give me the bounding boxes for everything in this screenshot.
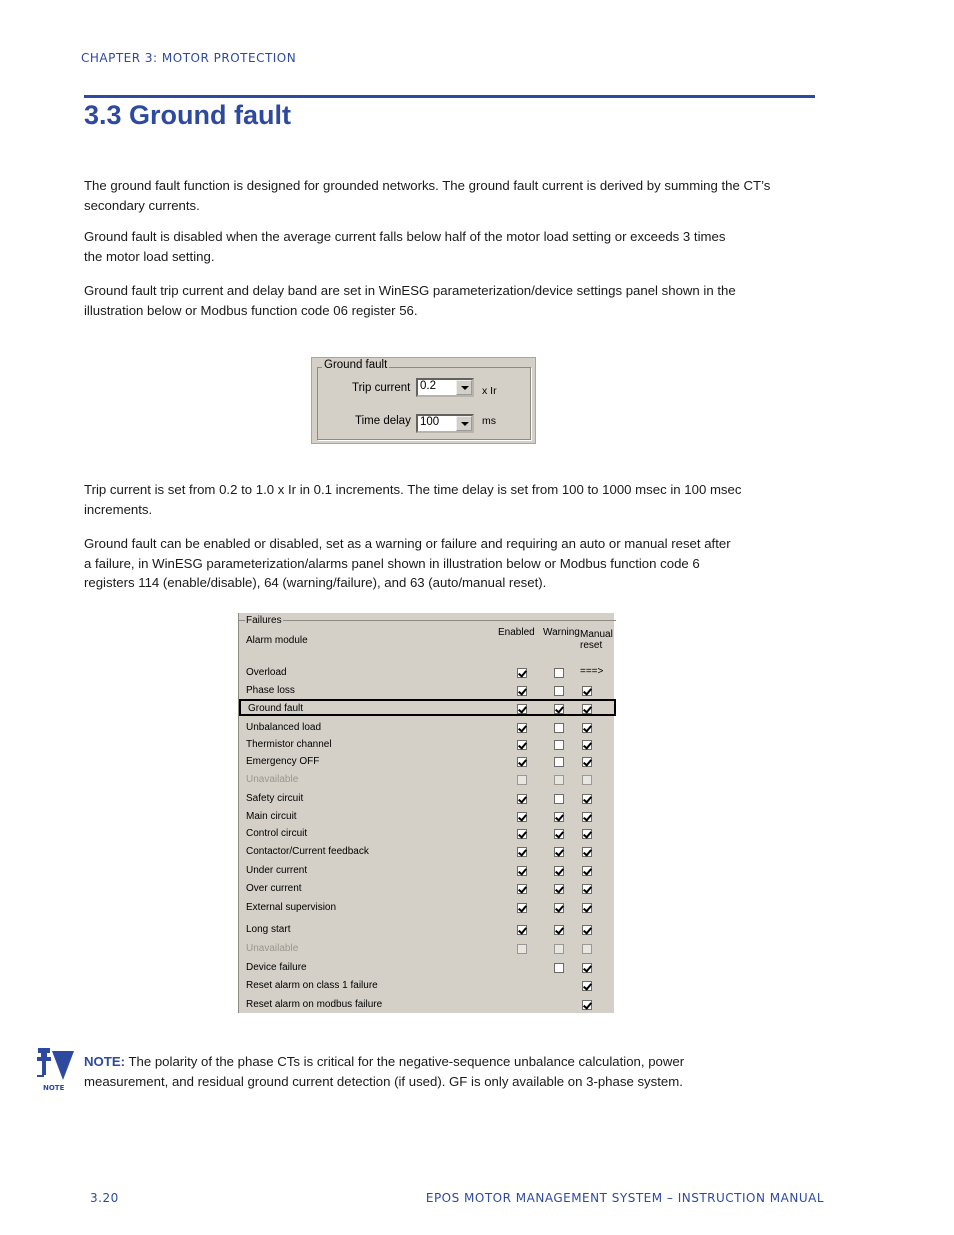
enabled-checkbox[interactable] xyxy=(517,925,527,935)
alarm-row[interactable] xyxy=(239,754,616,771)
manual-checkbox[interactable] xyxy=(582,757,592,767)
enabled-checkbox[interactable] xyxy=(517,847,527,857)
alarm-row-label: Safety circuit xyxy=(246,793,304,804)
manual-checkbox[interactable] xyxy=(582,903,592,913)
trip-current-unit: x Ir xyxy=(482,385,497,397)
text-line: the motor load setting. xyxy=(84,248,215,264)
alarm-row-label: Device failure xyxy=(246,962,307,973)
text-line: a failure, in WinESG parameterization/alarms panel shown in illustration below or Modbus function code 6 xyxy=(84,555,700,571)
text-line: registers 114 (enable/disable), 64 (warning/failure), and 63 (auto/manual reset). xyxy=(84,575,547,590)
enabled-checkbox[interactable] xyxy=(517,740,527,750)
warning-checkbox[interactable] xyxy=(554,723,564,733)
time-delay-value: 100 xyxy=(420,416,440,428)
alarm-row-label: Control circuit xyxy=(246,828,308,839)
alarm-row[interactable] xyxy=(239,737,616,754)
alarm-row[interactable] xyxy=(239,791,616,808)
alarm-row-label: Unavailable xyxy=(246,943,299,954)
alarm-row[interactable] xyxy=(239,844,616,861)
alarm-row[interactable] xyxy=(239,997,616,1014)
alarm-row-label: Long start xyxy=(246,924,291,935)
warning-checkbox[interactable] xyxy=(554,866,564,876)
paragraph-alarm-config xyxy=(84,534,731,593)
manual-checkbox[interactable] xyxy=(582,847,592,857)
groupbox-border xyxy=(239,620,616,621)
title-rule xyxy=(84,95,815,98)
alarm-row[interactable] xyxy=(239,720,616,737)
manual-checkbox[interactable] xyxy=(582,686,592,696)
enabled-checkbox[interactable] xyxy=(517,686,527,696)
trip-current-label: Trip current xyxy=(352,382,411,394)
text-line: The ground fault function is designed for grounded networks. The ground fault current is derived by summing the CT’s xyxy=(84,178,771,193)
enabled-checkbox xyxy=(517,775,527,785)
paragraph-disable-conditions xyxy=(84,227,725,266)
text-line: Trip current is set from 0.2 to 1.0 x Ir in 0.1 increments. The time delay is set from 100 to 1000 msec in 100 msec xyxy=(84,482,742,497)
text-line: increments. xyxy=(84,501,153,517)
section-title: 3.3 Ground fault xyxy=(84,100,292,130)
manual-checkbox[interactable] xyxy=(582,963,592,973)
alarm-row[interactable] xyxy=(239,699,616,716)
svg-text:NOTE: NOTE xyxy=(43,1084,65,1092)
note-prefix: NOTE: xyxy=(84,1054,126,1069)
manual-checkbox xyxy=(582,944,592,954)
manual-checkbox[interactable] xyxy=(582,812,592,822)
paragraph-ranges xyxy=(84,480,741,519)
alarm-row[interactable] xyxy=(239,922,616,939)
alarm-row-label: Overload xyxy=(246,667,287,678)
enabled-checkbox[interactable] xyxy=(517,884,527,894)
alarm-row-label: Thermistor channel xyxy=(246,739,332,750)
alarm-row-label: External supervision xyxy=(246,902,337,913)
alarm-row[interactable] xyxy=(239,978,616,995)
chapter-header: CHAPTER 3: MOTOR PROTECTION xyxy=(81,51,297,65)
alarm-row[interactable] xyxy=(239,809,616,826)
warning-checkbox[interactable] xyxy=(554,847,564,857)
enabled-checkbox[interactable] xyxy=(517,757,527,767)
alarm-row[interactable] xyxy=(239,772,616,789)
alarm-row[interactable] xyxy=(239,941,616,958)
alarm-row-label: Main circuit xyxy=(246,811,297,822)
enabled-checkbox[interactable] xyxy=(517,812,527,822)
manual-checkbox[interactable] xyxy=(582,794,592,804)
warning-checkbox[interactable] xyxy=(554,686,564,696)
text-line: secondary currents. xyxy=(84,197,200,213)
text-line: Ground fault can be enabled or disabled, set as a warning or failure and requiring an auto or manual reset after xyxy=(84,536,731,551)
alarm-row-label: Reset alarm on class 1 failure xyxy=(246,980,378,991)
note-icon xyxy=(34,1046,76,1092)
ground-fault-legend: Ground fault xyxy=(324,359,388,371)
chevron-down-icon[interactable] xyxy=(456,416,472,431)
ground-fault-settings-panel xyxy=(311,357,536,444)
alarm-row[interactable] xyxy=(239,960,616,977)
warning-checkbox[interactable] xyxy=(554,668,564,678)
manual-checkbox[interactable] xyxy=(582,723,592,733)
enabled-checkbox[interactable] xyxy=(517,866,527,876)
enabled-checkbox[interactable] xyxy=(517,704,527,714)
alarm-module-header: Alarm module xyxy=(246,635,308,646)
manual-checkbox[interactable] xyxy=(582,981,592,991)
trip-current-select[interactable] xyxy=(416,378,474,397)
enabled-checkbox xyxy=(517,944,527,954)
manual-checkbox[interactable] xyxy=(582,925,592,935)
manual-checkbox xyxy=(582,775,592,785)
warning-checkbox[interactable] xyxy=(554,757,564,767)
alarm-row-label: Contactor/Current feedback xyxy=(246,846,369,857)
warning-column-header: Warning xyxy=(543,627,580,638)
alarm-row-label: Over current xyxy=(246,883,302,894)
note-text: The polarity of the phase CTs is critical for the negative-sequence unbalance calculation, power xyxy=(125,1054,685,1069)
warning-checkbox[interactable] xyxy=(554,740,564,750)
chevron-down-icon[interactable] xyxy=(456,380,472,395)
manual-checkbox[interactable] xyxy=(582,884,592,894)
alarm-row[interactable] xyxy=(239,826,616,843)
enabled-checkbox[interactable] xyxy=(517,903,527,913)
note-line xyxy=(84,1052,684,1072)
enabled-checkbox[interactable] xyxy=(517,829,527,839)
warning-checkbox[interactable] xyxy=(554,963,564,973)
enabled-column-header: Enabled xyxy=(498,627,535,638)
alarm-row[interactable] xyxy=(239,665,616,682)
time-delay-select[interactable] xyxy=(416,414,474,433)
enabled-checkbox[interactable] xyxy=(517,668,527,678)
manual-reset-column-header: Manual reset xyxy=(580,629,613,651)
alarm-row-label: Phase loss xyxy=(246,685,295,696)
warning-checkbox xyxy=(554,944,564,954)
alarm-row-label: Under current xyxy=(246,865,308,876)
page-number: 3.20 xyxy=(90,1191,119,1205)
note-line: measurement, and residual ground current detection (if used). GF is only available on 3-phase system. xyxy=(84,1073,683,1089)
note-block xyxy=(84,1052,684,1091)
warning-checkbox[interactable] xyxy=(554,884,564,894)
paragraph-settings xyxy=(84,281,736,320)
trip-current-value: 0.2 xyxy=(420,380,436,392)
manual-reset-arrow: ===> xyxy=(580,666,604,677)
warning-checkbox[interactable] xyxy=(554,925,564,935)
alarms-panel xyxy=(238,613,615,1013)
warning-checkbox[interactable] xyxy=(554,704,564,714)
alarm-row-label: Ground fault xyxy=(248,703,304,714)
text-line: illustration below or Modbus function code 06 register 56. xyxy=(84,302,418,318)
alarm-row[interactable] xyxy=(239,863,616,880)
time-delay-label: Time delay xyxy=(355,415,411,427)
alarm-row-label: Unbalanced load xyxy=(246,722,322,733)
manual-checkbox[interactable] xyxy=(582,866,592,876)
alarm-row[interactable] xyxy=(239,881,616,898)
alarm-row-label: Unavailable xyxy=(246,774,299,785)
alarm-row[interactable] xyxy=(239,900,616,917)
time-delay-unit: ms xyxy=(482,415,496,427)
manual-title: EPOS MOTOR MANAGEMENT SYSTEM – INSTRUCTION MANUAL xyxy=(425,1191,824,1205)
warning-checkbox[interactable] xyxy=(554,903,564,913)
warning-checkbox[interactable] xyxy=(554,794,564,804)
manual-checkbox[interactable] xyxy=(582,704,592,714)
alarm-row-label: Reset alarm on modbus failure xyxy=(246,999,383,1010)
paragraph-intro xyxy=(84,176,770,215)
manual-checkbox[interactable] xyxy=(582,740,592,750)
failures-legend: Failures xyxy=(246,615,282,626)
alarm-row[interactable] xyxy=(239,683,616,700)
alarm-row-label: Emergency OFF xyxy=(246,756,320,767)
warning-checkbox xyxy=(554,775,564,785)
warning-checkbox[interactable] xyxy=(554,812,564,822)
enabled-checkbox[interactable] xyxy=(517,723,527,733)
manual-checkbox[interactable] xyxy=(582,1000,592,1010)
warning-checkbox[interactable] xyxy=(554,829,564,839)
manual-checkbox[interactable] xyxy=(582,829,592,839)
enabled-checkbox[interactable] xyxy=(517,794,527,804)
text-line: Ground fault trip current and delay band are set in WinESG parameterization/device settings panel shown in the xyxy=(84,283,736,298)
text-line: Ground fault is disabled when the average current falls below half of the motor load setting or exceeds 3 times xyxy=(84,229,726,244)
